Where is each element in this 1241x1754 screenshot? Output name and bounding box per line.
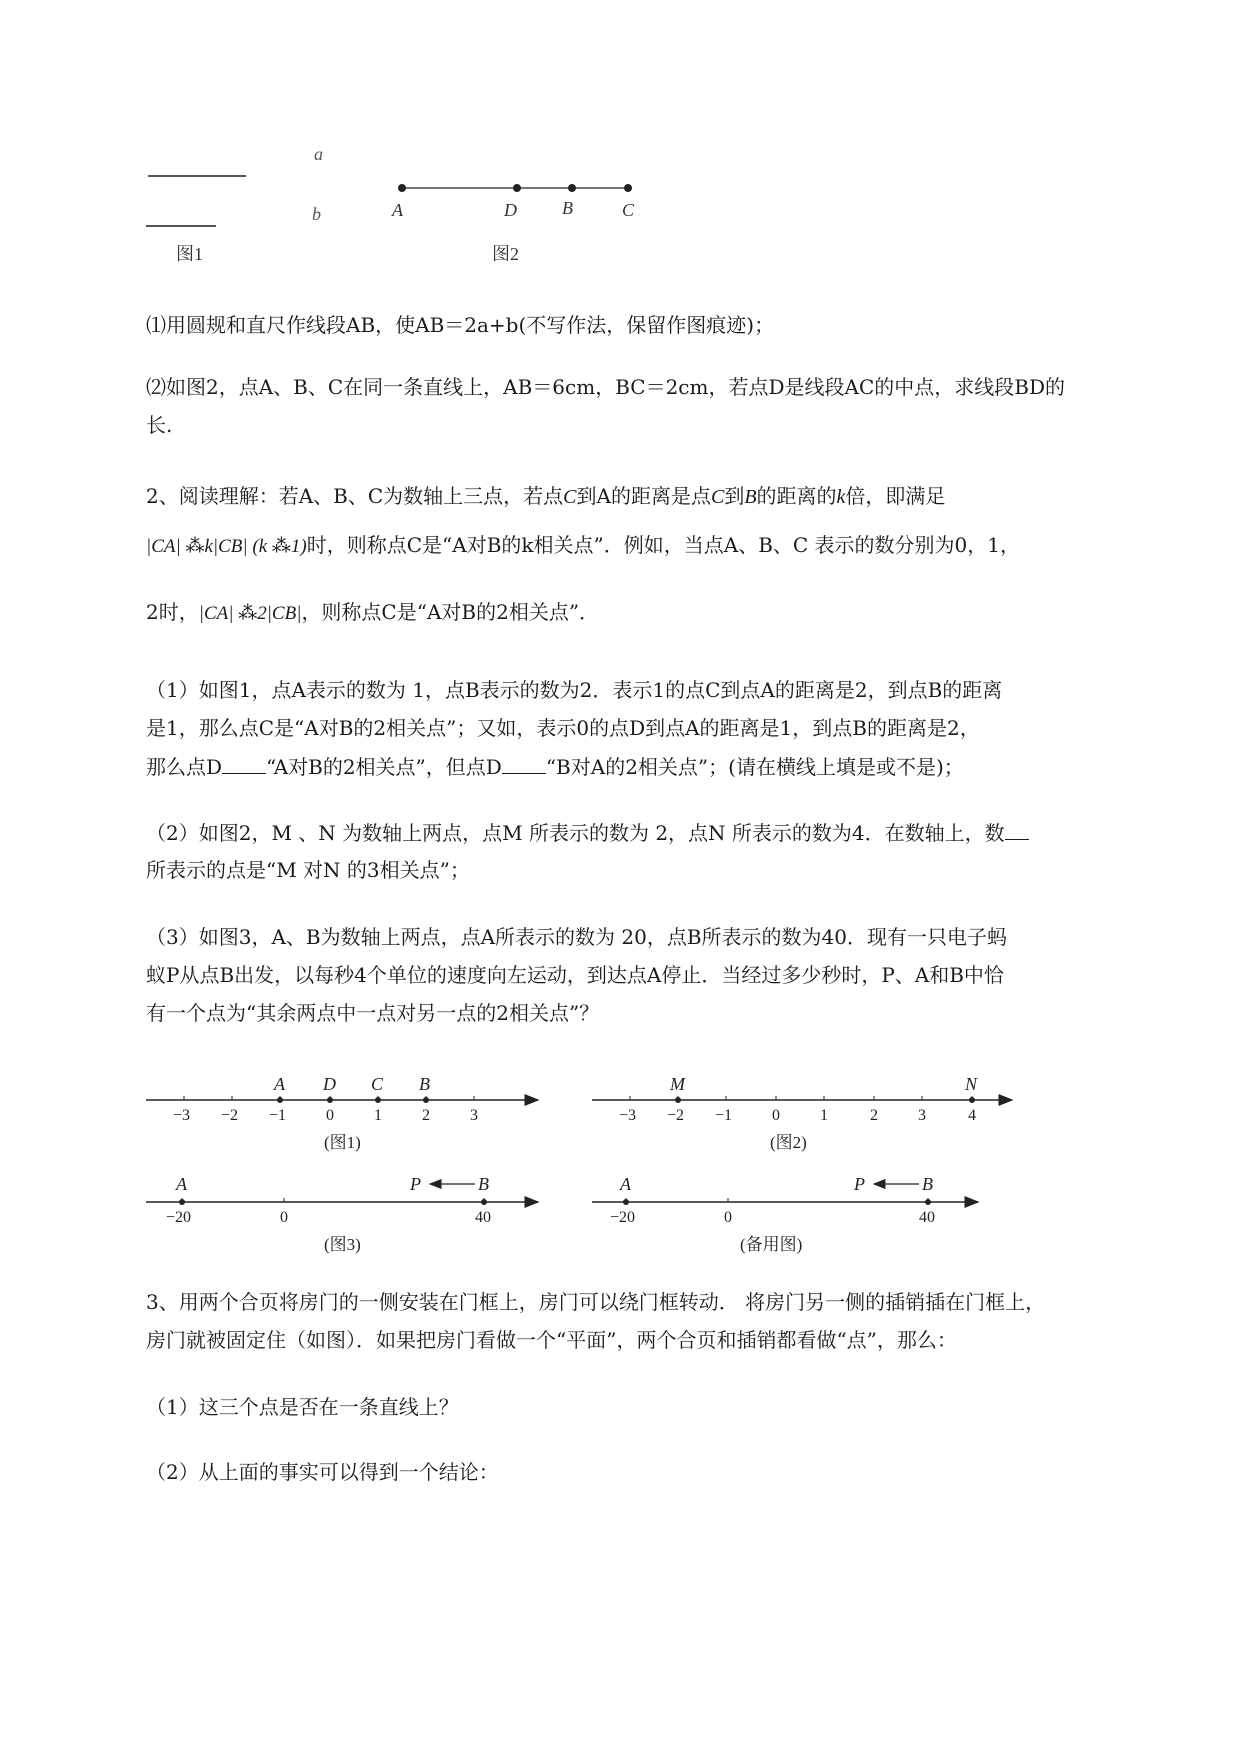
- tick-label: 40: [919, 1209, 935, 1226]
- q2-intro-text-g: 的距离的: [756, 484, 837, 508]
- q2-part2-line2: 所表示的点是“M 对N 的3相关点”；: [146, 858, 470, 882]
- q2-part1-line2: 是1，那么点C是“A对B的2相关点”；又如，表示0的点D到点A的距离是1，到点B的距离是2，: [146, 716, 980, 740]
- tick-label: −2: [667, 1107, 685, 1124]
- number-line-fig3: [146, 1174, 538, 1254]
- segment-b-label: b: [312, 204, 321, 224]
- top-figures: [130, 140, 650, 280]
- point-n: [969, 1097, 975, 1103]
- point-d: [513, 184, 521, 192]
- point-a-label: A: [620, 1174, 631, 1194]
- q3-part2: （2）从上面的事实可以得到一个结论：: [146, 1460, 499, 1484]
- point-a: [179, 1199, 185, 1205]
- point-a: [277, 1097, 283, 1103]
- tick-label: −20: [610, 1209, 636, 1226]
- answer-blank-1[interactable]: [222, 751, 266, 774]
- point-c: [624, 184, 632, 192]
- q2-part2-line1-text: （2）如图2，M 、N 为数轴上两点，点M 所表示的数为 2，点N 所表示的数为4．在数轴上，数: [146, 821, 1005, 845]
- point-b-label: B: [419, 1074, 430, 1094]
- var-k: k: [836, 486, 846, 508]
- q2-intro-line2-text: 时，则称点C是“A对B的k相关点”．例如，当点A、B、C 表示的数分别为0，1，: [306, 533, 1020, 557]
- point-b: [423, 1097, 429, 1103]
- figure-2-segment: [391, 184, 635, 264]
- q2-part1-line3-c: “B对A的2相关点”；(请在横线上填是或不是)；: [545, 755, 964, 779]
- point-b: [481, 1199, 487, 1205]
- point-b: [925, 1199, 931, 1205]
- q2-part3-line1: （3）如图3，A、B为数轴上两点，点A所表示的数为 20，点B所表示的数为40．现有一只电子蚂: [146, 925, 1007, 949]
- tick-label: 0: [772, 1107, 780, 1124]
- answer-blank-2[interactable]: [502, 751, 546, 774]
- point-n-label: N: [965, 1074, 978, 1094]
- q2-part2-line1: [146, 817, 1146, 848]
- q2-intro-text-e: 到: [724, 484, 745, 508]
- number-line-fig2: [592, 1074, 1012, 1152]
- figure-2-caption: 图2: [492, 244, 519, 264]
- tick-label: −20: [166, 1209, 192, 1226]
- point-a-label: A: [176, 1174, 187, 1194]
- q2-intro-line3-lead: 2时，: [146, 600, 199, 624]
- figure-1-caption: 图1: [176, 244, 203, 264]
- point-b-label: B: [562, 198, 573, 218]
- q2-part1-line1: （1）如图1，点A表示的数为 1，点B表示的数为2．表示1的点C到点A的距离是2，到点B的距离: [146, 678, 1003, 702]
- q3-line2: 房门就被固定住（如图）．如果把房门看做一个“平面”，两个合页和插销都看做“点”，那么：: [146, 1328, 957, 1352]
- point-a-label: A: [392, 200, 403, 220]
- q3-part1: （1）这三个点是否在一条直线上？: [146, 1395, 459, 1419]
- tick-label: −2: [221, 1107, 239, 1124]
- fig4-caption: (备用图): [740, 1235, 803, 1254]
- point-c: [375, 1097, 381, 1103]
- point-b: [568, 184, 576, 192]
- tick-label: 2: [422, 1107, 430, 1124]
- tick-label: 40: [475, 1209, 491, 1226]
- tick-label: 3: [918, 1107, 926, 1124]
- tick-label: 1: [820, 1107, 828, 1124]
- segment-a-label: a: [314, 144, 323, 164]
- point-m: [675, 1097, 681, 1103]
- q2-intro-line3-text: ，则称点C是“A对B的2相关点”．: [301, 600, 600, 624]
- q2-intro-text-c: 到A的距离是点: [576, 484, 711, 508]
- var-b: B: [744, 486, 757, 508]
- number-line-figures: [140, 1068, 1040, 1268]
- q2-intro-text-a: 2、阅读理解：若A、B、C为数轴上三点，若点: [146, 484, 564, 508]
- tick-label: −3: [619, 1107, 637, 1124]
- point-a-label: A: [274, 1074, 285, 1094]
- q1-part2-line2: 长.: [146, 413, 173, 437]
- answer-blank-3[interactable]: [1005, 817, 1029, 840]
- var-c: C: [563, 486, 577, 508]
- q2-intro-line1: [146, 481, 1146, 512]
- q3-line1: 3、用两个合页将房门的一侧安装在门框上，房门可以绕门框转动． 将房门另一侧的插销插在门框上，: [146, 1290, 1046, 1314]
- tick-label: 0: [724, 1209, 732, 1226]
- q2-part3-line3: 有一个点为“其余两点中一点对另一点的2相关点”？: [146, 1001, 600, 1025]
- q2-intro-line3: [146, 597, 1146, 629]
- formula-k-relation: |CA| ⁂k|CB| (k ⁂1): [146, 536, 307, 557]
- point-a: [623, 1199, 629, 1205]
- fig1-caption: (图1): [324, 1133, 361, 1152]
- tick-label: 4: [968, 1107, 976, 1124]
- tick-label: 3: [470, 1107, 478, 1124]
- point-d: [327, 1097, 333, 1103]
- figure-1-segments: [146, 144, 323, 264]
- point-c-label: C: [371, 1074, 384, 1094]
- point-a: [398, 184, 406, 192]
- point-d-label: D: [323, 1074, 336, 1094]
- q2-part1-line3-b: “A对B的2相关点”，但点D: [266, 755, 502, 779]
- q1-part2-line1: ⑵如图2，点A、B、C在同一条直线上，AB＝6cm，BC＝2cm，若点D是线段AC的中点，求线段BD的: [146, 375, 1065, 399]
- tick-label: 0: [326, 1107, 334, 1124]
- fig2-caption: (图2): [770, 1133, 807, 1152]
- point-c-label: C: [622, 200, 635, 220]
- q1-part1: ⑴用圆规和直尺作线段AB，使AB＝2a+b(不写作法，保留作图痕迹)；: [146, 313, 775, 337]
- number-line-fig1: [146, 1074, 538, 1152]
- point-p-label: P: [854, 1174, 865, 1194]
- point-p-label: P: [410, 1174, 421, 1194]
- fig3-caption: (图3): [324, 1235, 361, 1254]
- q2-intro-line2: [146, 530, 1146, 562]
- q2-part1-line3: [146, 751, 1146, 782]
- point-m-label: M: [670, 1074, 685, 1094]
- q2-part3-line2: 蚁P从点B出发，以每秒4个单位的速度向左运动，到达点A停止．当经过多少秒时，P、A和B中恰: [146, 963, 1004, 987]
- var-c: C: [710, 486, 725, 508]
- tick-label: −1: [715, 1107, 733, 1124]
- number-line-fig4: [592, 1174, 978, 1254]
- q2-part1-line3-a: 那么点D: [146, 755, 223, 779]
- tick-label: −1: [269, 1107, 287, 1124]
- formula-2-relation: |CA| ⁂2|CB|: [198, 603, 302, 624]
- point-b-label: B: [478, 1174, 489, 1194]
- point-d-label: D: [504, 200, 517, 220]
- tick-label: −3: [173, 1107, 191, 1124]
- q2-intro-text-i: 倍，即满足: [845, 484, 946, 508]
- point-b-label: B: [922, 1174, 933, 1194]
- tick-label: 2: [870, 1107, 878, 1124]
- tick-label: 0: [280, 1209, 288, 1226]
- tick-label: 1: [374, 1107, 382, 1124]
